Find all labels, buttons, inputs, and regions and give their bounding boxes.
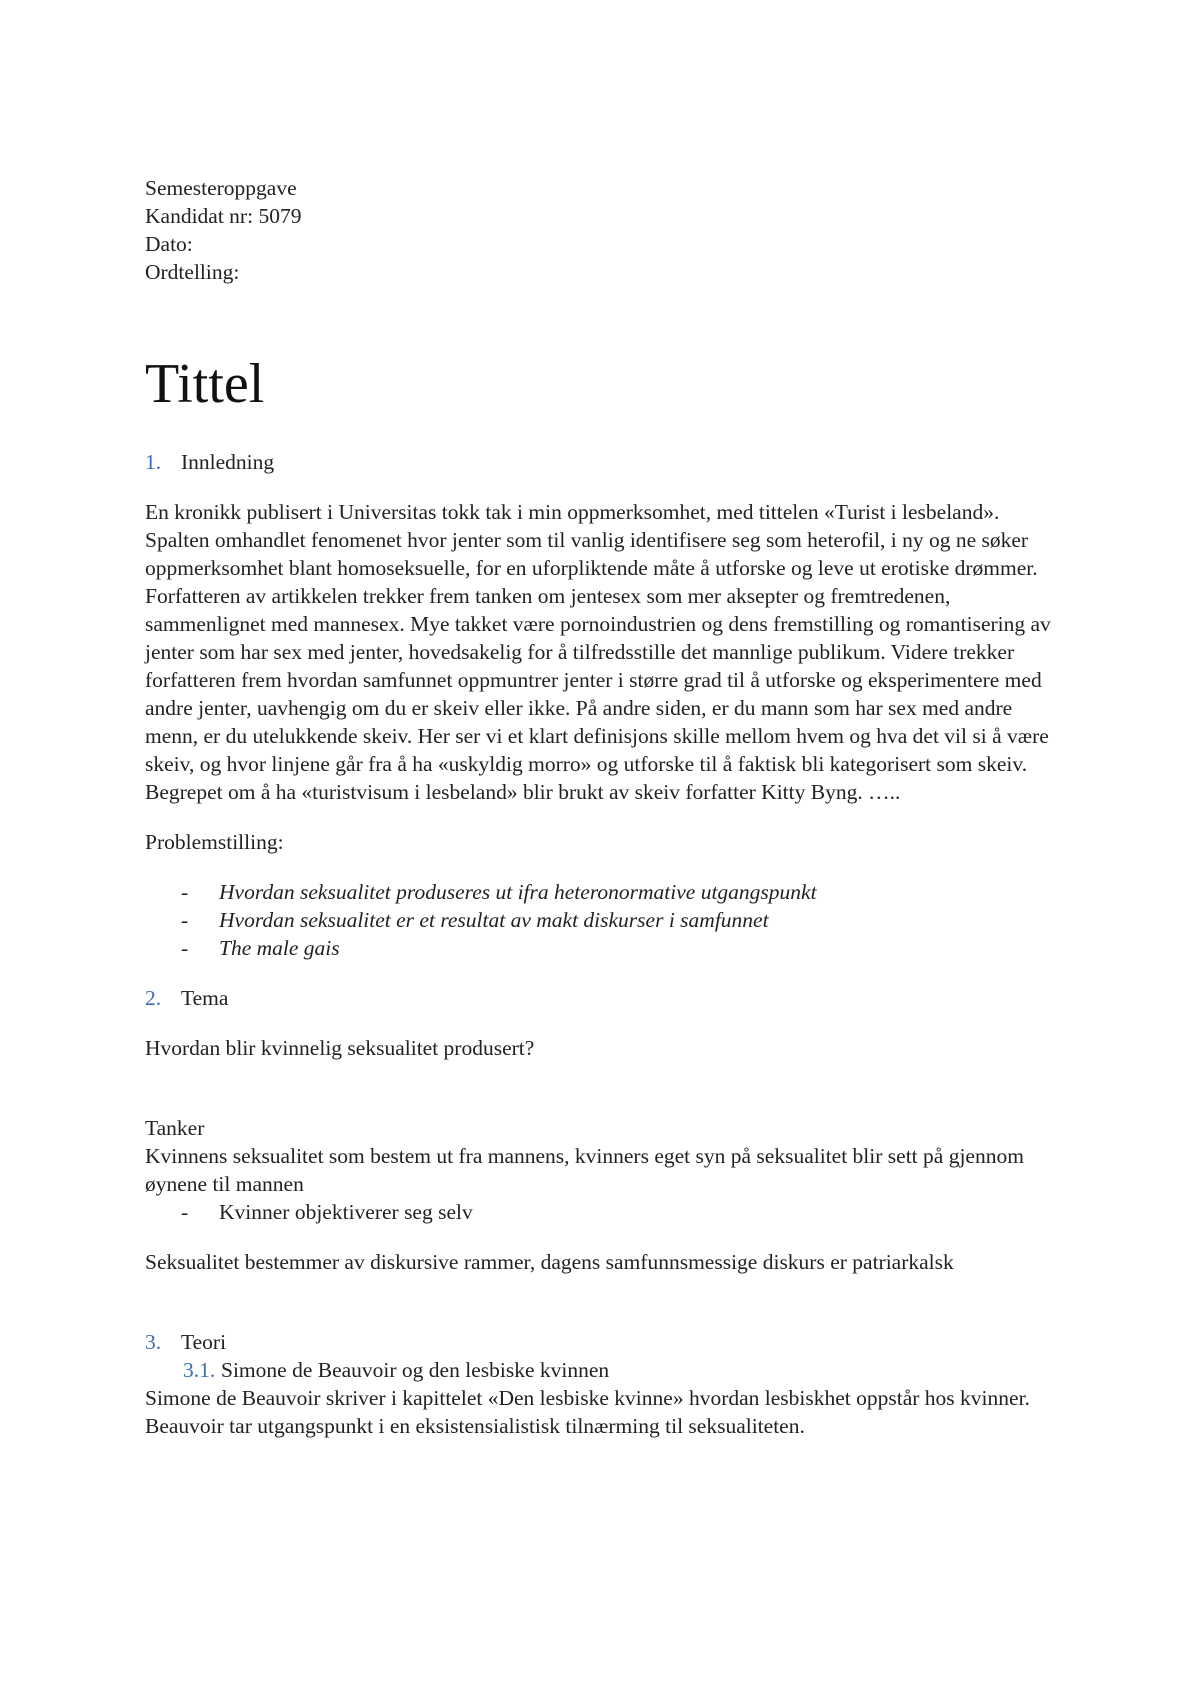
section-number: 1. xyxy=(145,450,162,474)
list-item xyxy=(181,1198,1065,1226)
section-title: Innledning xyxy=(181,450,275,474)
thoughts-paragraph: Kvinnens seksualitet som bestem ut fra mannens, kvinners eget syn på seksualitet blir sett på gjennom øynene til mannen xyxy=(145,1144,1024,1196)
section-title: Teori xyxy=(181,1330,227,1354)
subsection-number: 3.1. xyxy=(183,1358,216,1382)
list-item xyxy=(181,906,1065,934)
theme-question: Hvordan blir kvinnelig seksualitet produsert? xyxy=(145,1036,535,1060)
document-title: Tittel xyxy=(145,353,265,415)
problem-text: Hvordan seksualitet er et resultat av makt diskurser i samfunnet xyxy=(219,908,769,932)
section-heading-theory xyxy=(145,1328,1065,1356)
bullet-dash: - xyxy=(181,936,189,960)
subsection-heading-beauvoir xyxy=(145,1356,1065,1384)
header-word-count: Ordtelling: xyxy=(145,260,240,284)
section-title: Tema xyxy=(181,986,229,1010)
section-heading-theme xyxy=(145,984,1065,1012)
introduction-paragraph: En kronikk publisert i Universitas tokk tak i min oppmerksomhet, med tittelen «Turist i lesbeland». Spalten omhandlet fenomenet hvor jenter som til vanlig identifisere seg som heterofil, i ny og ne søker oppmerksomhet blant homoseksuelle, for en uforpliktende måte å utforske og leve ut erotiske drømmer. Forfatteren av artikkelen trekker frem tanken om jentesex som mer aksepter og fremtredenen, sammenlignet med mannesex. Mye takket være pornoindustrien og dens fremstilling og romantisering av jenter som har sex med jenter, hovedsakelig for å tilfredsstille det mannlige publikum. Videre trekker forfatteren frem hvordan samfunnet oppmuntrer jenter i større grad til å utforske og eksperimentere med andre jenter, uavhengig om du er skeiv eller ikke. På andre siden, er du mann som har sex med andre menn, er du utelukkende skeiv. Her ser vi et klart definisjons skille mellom hvem og hva det vil si å være skeiv, og hvor linjene går fra å ha «uskyldig morro» og utforske til å faktisk bli kategorisert som skeiv. xyxy=(145,500,1051,776)
theory-paragraph: Simone de Beauvoir skriver i kapittelet «Den lesbiske kvinne» hvordan lesbiskhet oppstår hos kvinner. Beauvoir tar utgangspunkt i en eksistensialistisk tilnærming til seksualiteten. xyxy=(145,1386,1030,1438)
bullet-dash: - xyxy=(181,880,189,904)
header-assignment: Semesteroppgave xyxy=(145,176,297,200)
problem-text: The male gais xyxy=(219,936,340,960)
section-number: 3. xyxy=(145,1330,162,1354)
thought-text: Kvinner objektiverer seg selv xyxy=(219,1200,473,1224)
header-candidate-number: Kandidat nr: 5079 xyxy=(145,204,302,228)
section-number: 2. xyxy=(145,986,162,1010)
thoughts-label: Tanker xyxy=(145,1116,205,1140)
introduction-paragraph-2: Begrepet om å ha «turistvisum i lesbeland» blir brukt av skeiv forfatter Kitty Byng. ….. xyxy=(145,780,901,804)
subsection-title: Simone de Beauvoir og den lesbiske kvinnen xyxy=(221,1358,610,1382)
bullet-dash: - xyxy=(181,908,189,932)
document-page xyxy=(145,174,1065,1440)
list-item xyxy=(181,878,1065,906)
problem-text: Hvordan seksualitet produseres ut ifra heteronormative utgangspunkt xyxy=(219,880,817,904)
document-header xyxy=(145,174,1065,286)
header-date: Dato: xyxy=(145,232,193,256)
section-heading-introduction xyxy=(145,448,1065,476)
thoughts-list xyxy=(145,1198,1065,1226)
list-item xyxy=(181,934,1065,962)
discourse-statement: Seksualitet bestemmer av diskursive rammer, dagens samfunnsmessige diskurs er patriarkalsk xyxy=(145,1250,954,1274)
problem-statement-label: Problemstilling: xyxy=(145,830,284,854)
problem-list xyxy=(145,878,1065,962)
bullet-dash: - xyxy=(181,1200,189,1224)
